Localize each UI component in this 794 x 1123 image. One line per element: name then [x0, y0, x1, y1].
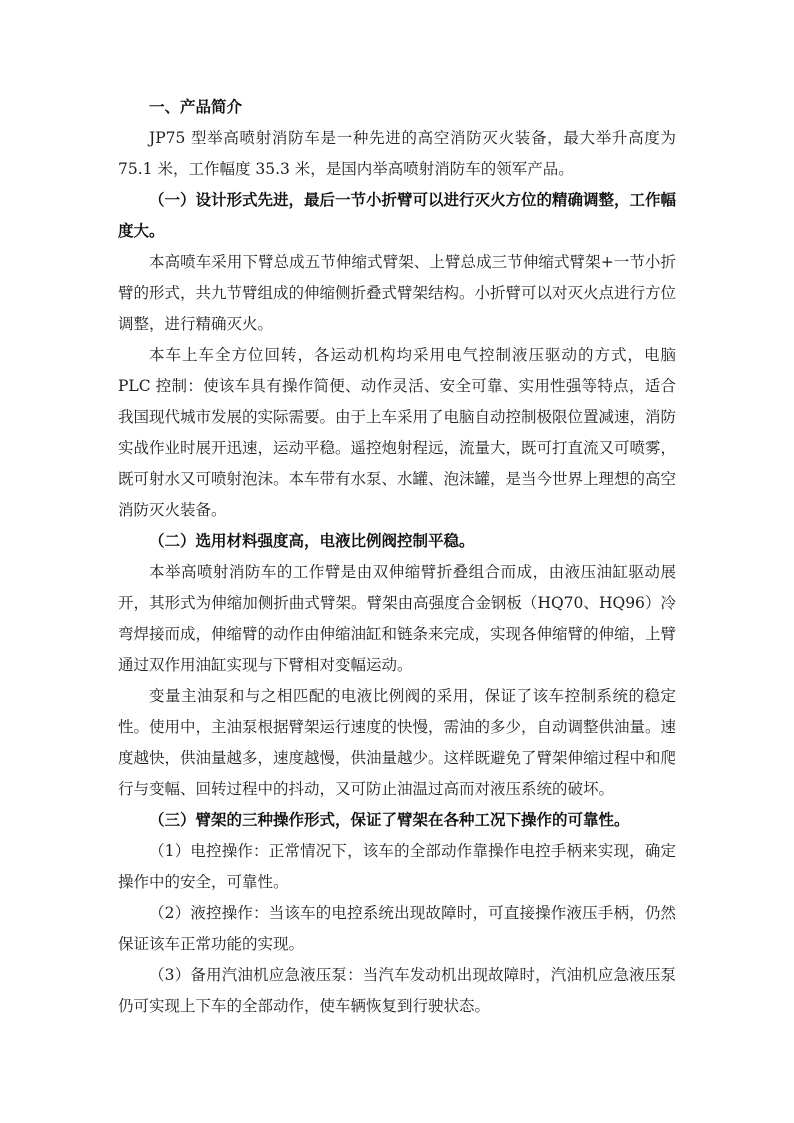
subheading-materials: （二）选用材料强度高，电液比例阀控制平稳。 — [149, 532, 475, 550]
paragraph-working-arm: 本举高喷射消防车的工作臂是由双伸缩臂折叠组合而成，由液压油缸驱动展开，其形式为伸缩加侧折曲式臂架。臂架由高强度合金钢板（HQ70、HQ96）冷弯焊接而成，伸缩臂的动作由伸缩油缸和链条来完成，实现各伸缩臂的伸缩，上臂通过双作用油缸实现与下臂相对变幅运动。 — [118, 563, 677, 674]
paragraph-boom-structure: 本高喷车采用下臂总成五节伸缩式臂架、上臂总成三节伸缩式臂架+一节小折臂的形式，共九节臂组成的伸缩侧折叠式臂架结构。小折臂可以对灭火点进行方位调整，进行精确灭火。 — [118, 253, 677, 333]
document-page — [118, 92, 676, 1022]
section-title: 一、产品简介 — [149, 98, 243, 116]
paragraph-rotation-control: 本车上车全方位回转，各运动机构均采用电气控制液压驱动的方式，电脑 PLC 控制：使该车具有操作简便、动作灵活、安全可靠、实用性强等特点，适合我国现代城市发展的实际需要。由于上车采用了电脑自动控制极限位置减速，消防实战作业时展开迅速，运动平稳。遥控炮射程远，流量大，既可打直流又可喷雾，既可射水又可喷射泡沫。本车带有水泵、水罐、泡沫罐，是当今世界上理想的高空消防灭火装备。 — [118, 346, 677, 519]
intro-paragraph: JP75 型举高喷射消防车是一种先进的高空消防灭火装备，最大举升高度为 75.1 米，工作幅度 35.3 米，是国内举高喷射消防车的领军产品。 — [118, 129, 676, 178]
paragraph-hydraulic-control: （2）液控操作：当该车的电控系统出现故障时，可直接操作液压手柄，仍然保证该车正常功能的实现。 — [118, 904, 676, 953]
paragraph-electric-control: （1）电控操作：正常情况下，该车的全部动作靠操作电控手柄来实现，确定操作中的安全，可靠性。 — [118, 842, 676, 891]
paragraph-emergency-pump: （3）备用汽油机应急液压泵：当汽车发动机出现故障时，汽油机应急液压泵仍可实现上下车的全部动作，使车辆恢复到行驶状态。 — [118, 966, 676, 1015]
subheading-design: （一）设计形式先进，最后一节小折臂可以进行灭火方位的精确调整，工作幅度大。 — [118, 191, 677, 240]
subheading-operation-modes: （三）臂架的三种操作形式，保证了臂架在各种工况下操作的可靠性。 — [149, 811, 630, 829]
paragraph-oil-pump: 变量主油泵和与之相匹配的电液比例阀的采用，保证了该车控制系统的稳定性。使用中，主油泵根据臂架运行速度的快慢，需油的多少，自动调整供油量。速度越快，供油量越多，速度越慢，供油量越少。这样既避免了臂架伸缩过程中和爬行与变幅、回转过程中的抖动，又可防止油温过高而对液压系统的破坏。 — [118, 687, 677, 798]
